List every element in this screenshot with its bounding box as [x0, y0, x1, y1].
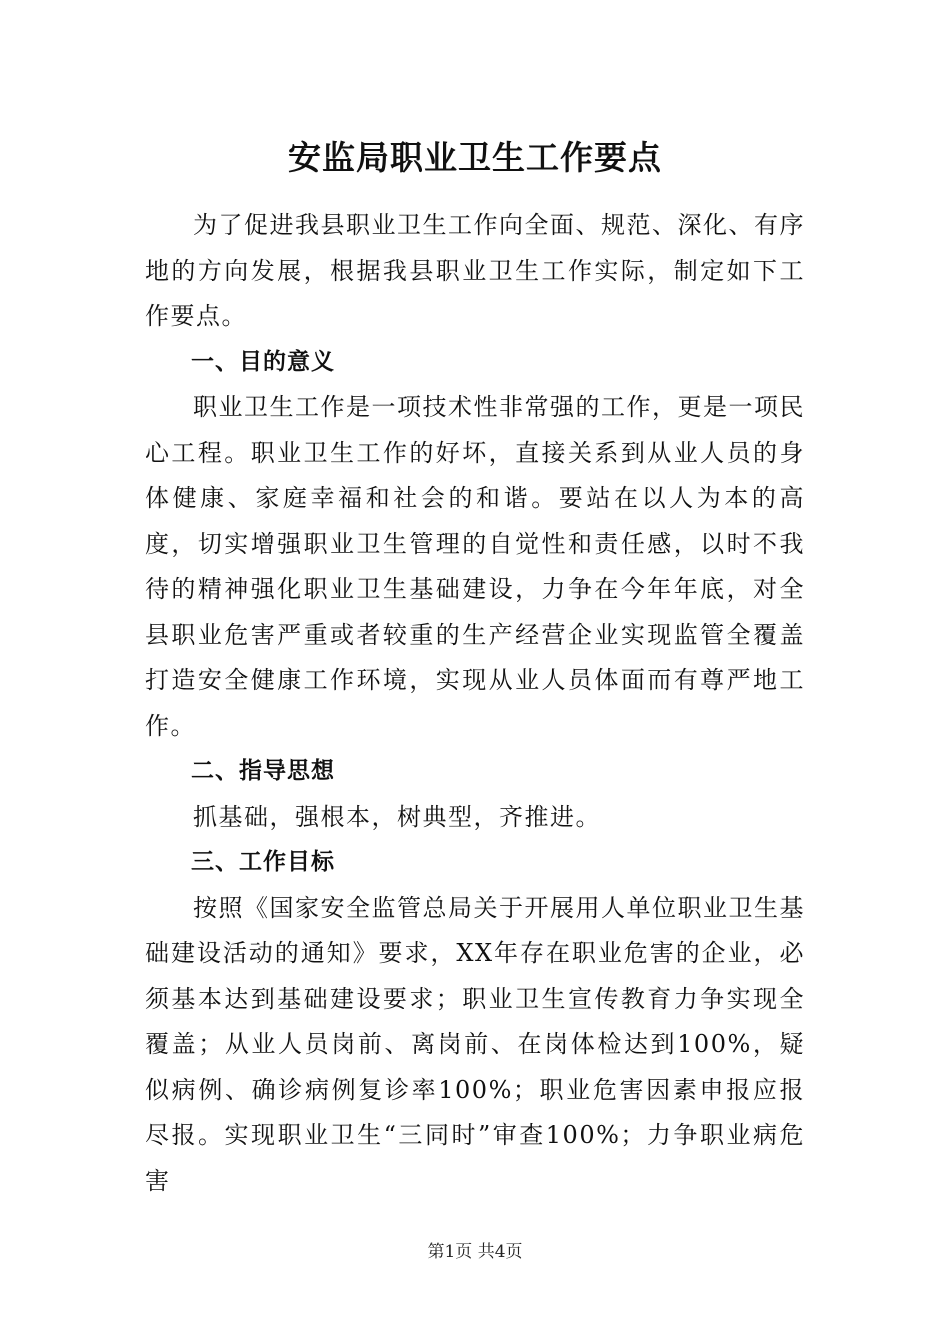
- section-paragraph-guiding-idea: 抓基础，强根本，树典型，齐推进。: [193, 802, 601, 831]
- intro-paragraph: 为了促进我县职业卫生工作向全面、规范、深化、有序地的方向发展，根据我县职业卫生工作实际，制定如下工作要点。: [145, 211, 805, 330]
- section-heading-work-goals: 三、工作目标: [191, 849, 335, 875]
- section-heading-purpose: 一、目的意义: [191, 348, 335, 375]
- page-number-footer: 第1页 共4页: [427, 1242, 523, 1262]
- document-title: 安监局职业卫生工作要点: [288, 138, 662, 177]
- section-paragraph-work-goals: 按照《国家安全监管总局关于开展用人单位职业卫生基础建设活动的通知》要求，XX年存在职业危害的企业，必须基本达到基础建设要求；职业卫生宣传教育力争实现全覆盖；从业人员岗前、离岗前、在岗体检达到100%，疑似病例、确诊病例复诊率100%；职业危害因素申报应报尽报。实现职业卫生“三同时”审查100%；力争职业病危害: [145, 893, 805, 1195]
- document-body: [145, 203, 805, 1204]
- section-paragraph-purpose: 职业卫生工作是一项技术性非常强的工作，更是一项民心工程。职业卫生工作的好坏，直接关系到从业人员的身体健康、家庭幸福和社会的和谐。要站在以人为本的高度，切实增强职业卫生管理的自觉性和责任感，以时不我待的精神强化职业卫生基础建设，力争在今年年底，对全县职业危害严重或者较重的生产经营企业实现监管全覆盖打造安全健康工作环境，实现从业人员体面而有尊严地工作。: [145, 393, 805, 740]
- section-heading-guiding-idea: 二、指导思想: [191, 758, 335, 784]
